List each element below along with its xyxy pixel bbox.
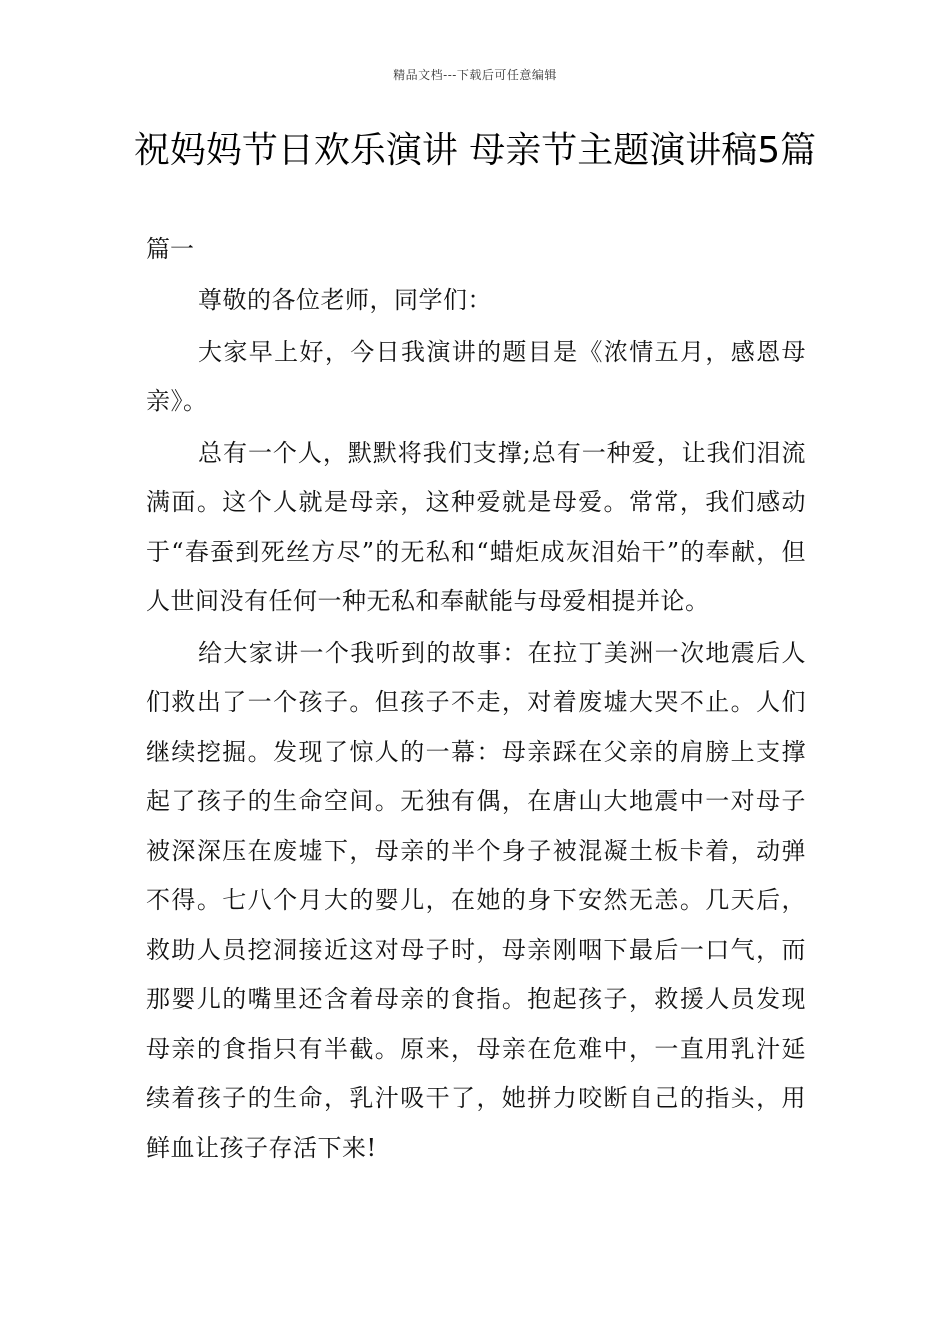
- header-note: 精品文档---下载后可任意编辑: [393, 68, 557, 82]
- paragraph-greeting: 尊敬的各位老师，同学们：: [198, 286, 492, 314]
- paragraph-mother-love: 总有一个人，默默将我们支撑;总有一种爱，让我们泪流满面。这个人就是母亲，这种爱就是母爱。常常，我们感动于“春蚕到死丝方尽”的无私和“蜡炬成灰泪始干”的奉献，但人世间没有任何一种无私和奉献能与母爱相提并论。: [146, 438, 806, 615]
- document-title: 祝妈妈节日欢乐演讲 母亲节主题演讲稿5篇: [133, 130, 817, 171]
- paragraph-story: 给大家讲一个我听到的故事：在拉丁美洲一次地震后人们救出了一个孩子。但孩子不走，对着废墟大哭不止。人们继续挖掘。发现了惊人的一幕：母亲踩在父亲的肩膀上支撑起了孩子的生命空间。无独有偶，在唐山大地震中一对母子被深深压在废墟下，母亲的半个身子被混凝土板卡着，动弹不得。七八个月大的婴儿，在她的身下安然无恙。几天后，救助人员挖洞接近这对母子时，母亲刚咽下最后一口气，而那婴儿的嘴里还含着母亲的食指。抱起孩子，救援人员发现母亲的食指只有半截。原来，母亲在危难中，一直用乳汁延续着孩子的生命，乳汁吸干了，她拼力咬断自己的指头，用鲜血让孩子存活下来!: [146, 638, 806, 1162]
- paragraph-topic: 大家早上好，今日我演讲的题目是《浓情五月，感恩母亲》。: [146, 337, 806, 415]
- document-body: [146, 276, 806, 1175]
- section-label: 篇一: [146, 235, 194, 263]
